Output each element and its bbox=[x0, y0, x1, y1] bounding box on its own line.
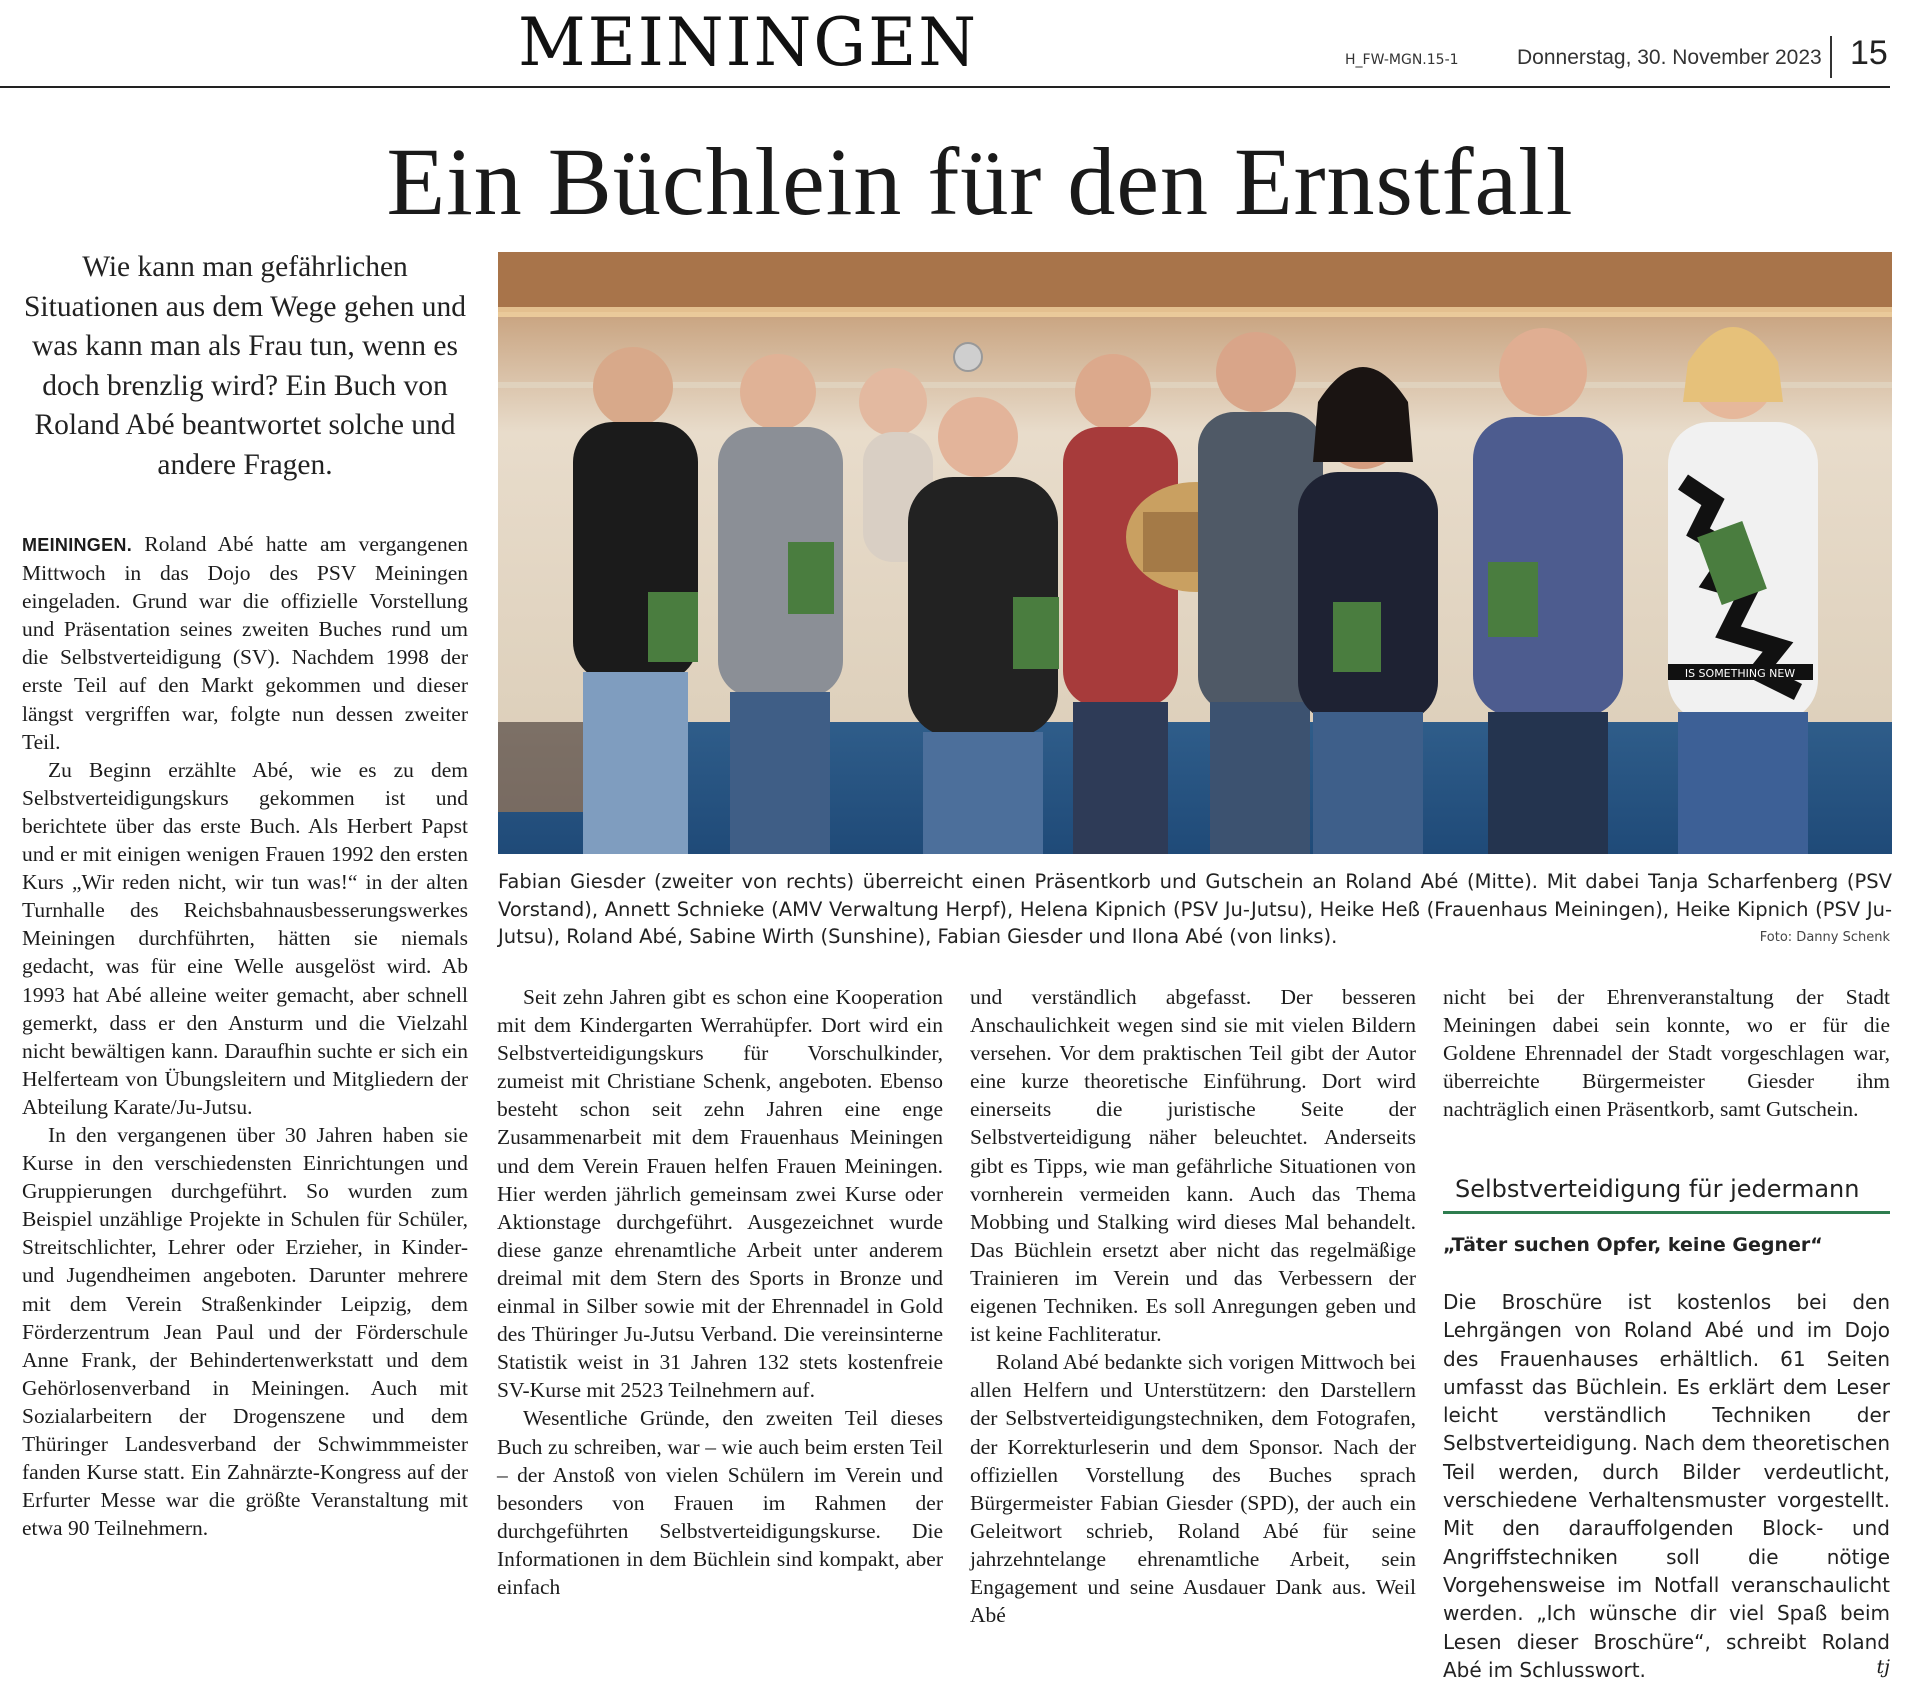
edition-code: H_FW-MGN.15-1 bbox=[1345, 52, 1459, 68]
article-column-2 bbox=[497, 983, 943, 1601]
headline: Ein Büchlein für den Ernstfall bbox=[386, 128, 1574, 235]
dateline: MEININGEN. bbox=[22, 535, 133, 555]
page-number: 15 bbox=[1850, 34, 1888, 72]
group-photo bbox=[498, 252, 1892, 854]
info-box-title: Selbstverteidigung für jedermann bbox=[1443, 1165, 1890, 1214]
article-paragraph: Wesentliche Gründe, den zweiten Teil dieses Buch zu schreiben, war – wie auch beim ersten Teil – der Anstoß von vielen Schülern im Verein und besonders von Frauen im Rahmen der durchgeführten Selbstverteidigungskurse. Die Informationen in dem Büchlein sind kompakt, aber einfach bbox=[497, 1406, 943, 1599]
section-title: MEININGEN bbox=[518, 4, 979, 81]
article-paragraph: und verständlich abgefasst. Der besseren Anschaulichkeit wegen sind sie mit vielen Bildern versehen. Vor dem praktischen Teil gibt der Autor eine kurze theoretische Einführung. Dort wird einerseits die juristische Seite der Selbstverteidigung näher beleuchtet. Anderseits gibt es Tipps, wie man gefährliche Situationen von vornherein vermeiden kann. Auch das Thema Mobbing und Stalking wird dieses Mal behandelt. Das Büchlein ersetzt aber nicht das regelmäßige Trainieren im Verein und das Verbessern der eigenen Techniken. Es soll Anregungen geben und ist keine Fachliteratur. bbox=[970, 985, 1416, 1347]
article-column-3 bbox=[970, 983, 1416, 1629]
article-column-4 bbox=[1443, 983, 1890, 1123]
article-paragraph: Seit zehn Jahren gibt es schon eine Kooperation mit dem Kindergarten Werrahüpfer. Dort wird ein Selbstverteidigungskurs für Vorschulkinder, zumeist mit Christiane Schenk, angeboten. Ebenso besteht schon seit zehn Jahren eine enge Zusammenarbeit mit dem Frauenhaus Meiningen und dem Verein Frauen helfen Frauen Meiningen. Hier werden jährlich gemeinsam zwei Kurse oder Aktionstage durchgeführt. Ausgezeichnet wurde diese ganze ehrenamtliche Arbeit unter anderem dreimal mit dem Stern des Sports in Bronze und einmal in Silber sowie mit der Ehrennadel in Gold des Thüringer Ju-Jutsu Verband. Die vereinsinterne Statistik weist in 31 Jahren 132 stets kostenfreie SV-Kurse mit 2523 Teilnehmern auf. bbox=[497, 985, 943, 1403]
group-photo-illustration bbox=[498, 252, 1892, 854]
info-box-text: Die Broschüre ist kostenlos bei den Lehrgängen von Roland Abé und im Dojo des Frauenhauses erhältlich. 61 Seiten umfasst das Büchlein. Es erklärt dem Leser leicht verständlich Techniken der Selbstverteidigung. Nach dem theoretischen Teil werden, durch Bilder verdeutlicht, verschiedene Verhaltensmuster vorgestellt. Mit den darauffolgenden Block- und Angriffstechniken soll die nötige Vorgehensweise im Notfall veranschaulicht werden. „Ich wünsche dir viel Spaß beim Lesen dieser Broschüre“, schreibt Roland Abé im Schlusswort. bbox=[1443, 1290, 1890, 1682]
masthead-divider bbox=[1830, 36, 1832, 78]
author-signature: tj bbox=[1876, 1656, 1890, 1679]
article-paragraph: Roland Abé hatte am vergangenen Mittwoch in das Dojo des PSV Meiningen eingeladen. Grund war die offizielle Vorstellung und Präsentation seines zweiten Buches rund um die Selbstverteidigung (SV). Nachdem 1998 der erste Teil auf den Markt gekommen und dieser längst vergriffen war, folgte nun dessen zweiter Teil. bbox=[22, 532, 469, 754]
photo-caption: Fabian Giesder (zweiter von rechts) überreicht einen Präsentkorb und Gutschein an Roland Abé (Mitte). Mit dabei Tanja Scharfenberg (PSV Vorstand), Annett Schnieke (AMV Verwaltung Herpf), Helena Kipnich (PSV Ju-Jutsu), Heike Heß (Frauenhaus Meiningen), Heike Kipnich (PSV Ju-Jutsu), Roland Abé, Sabine Wirth (Sunshine), Fabian Giesder und Ilona Abé (von links). bbox=[498, 870, 1892, 948]
photo-credit: Foto: Danny Schenk bbox=[1759, 930, 1890, 945]
article-column-1 bbox=[22, 530, 468, 1542]
info-box-subtitle: „Täter suchen Opfer, keine Gegner“ bbox=[1443, 1234, 1823, 1256]
article-paragraph: In den vergangenen über 30 Jahren haben sie Kurse in den verschiedensten Einrichtungen und Gruppierungen durchgeführt. So wurden zum Beispiel unzählige Projekte in Schulen für Schüler, Streitschlichter, Lehrer oder Erzieher, in Kinder- und Jugendheimen angeboten. Darunter mehrere mit dem Verein Straßenkinder Leipzig, dem Förderzentrum Jean Paul und der Förderschule Anne Frank, der Behindertenwerkstatt und dem Gehörlosenverband in Meiningen. Auch mit Sozialarbeitern der Drogenszene und dem Thüringer Landesverband der Schwimmmeister fanden Kurse statt. Ein Zahnärzte-Kongress auf der Erfurter Messe war die größte Veranstaltung mit etwa 90 Teilnehmern. bbox=[22, 1122, 468, 1541]
shirt-text: IS SOMETHING NEW bbox=[1684, 667, 1796, 680]
lead-paragraph: Wie kann man gefährlichen Situationen aus dem Wege gehen und was kann man als Frau tun, wenn es doch brenzlig wird? Ein Buch von Roland Abé beantwortet solche und andere Fragen. bbox=[24, 251, 466, 481]
issue-date: Donnerstag, 30. November 2023 bbox=[1517, 46, 1822, 69]
article-paragraph: nicht bei der Ehrenveranstaltung der Stadt Meiningen dabei sein konnte, wo er für die Goldene Ehrennadel der Stadt vorgeschlagen war, überreichte Bürgermeister Giesder ihm nachträglich einen Präsentkorb, samt Gutschein. bbox=[1443, 985, 1890, 1122]
article-paragraph: Roland Abé bedankte sich vorigen Mittwoch bei allen Helfern und Unterstützern: den Darstellern der Selbstverteidigungstechniken, dem Fotografen, der Korrekturleserin und dem Sponsor. Nach der offiziellen Vorstellung des Buches sprach Bürgermeister Fabian Giesder (SPD), der auch ein Geleitwort schrieb, Roland Abé für seine jahrzehntelange ehrenamtliche Arbeit, sein Engagement und seine Ausdauer Dank aus. Weil Abé bbox=[970, 1350, 1416, 1628]
article-paragraph: Zu Beginn erzählte Abé, wie es zu dem Selbstverteidigungskurs gekommen ist und berichtete über das erste Buch. Als Herbert Papst und er mit einigen wenigen Frauen 1992 den ersten Kurs „Wir reden nicht, wir tun was!“ in der alten Turnhalle des Reichsbahnausbesserungswerkes Meiningen durchführten, hätten sie niemals gedacht, was für eine Welle ausgelöst wird. Ab 1993 hat Abé alleine weiter gemacht, aber schnell gemerkt, dass er den Ansturm und die Vielzahl nicht bewältigen kann. Daraufhin suchte er sich ein Helferteam von Übungsleitern und Mitgliedern der Abteilung Karate/Ju-Jutsu. bbox=[22, 757, 468, 1119]
info-box bbox=[1443, 1165, 1890, 1682]
masthead bbox=[0, 0, 1890, 88]
